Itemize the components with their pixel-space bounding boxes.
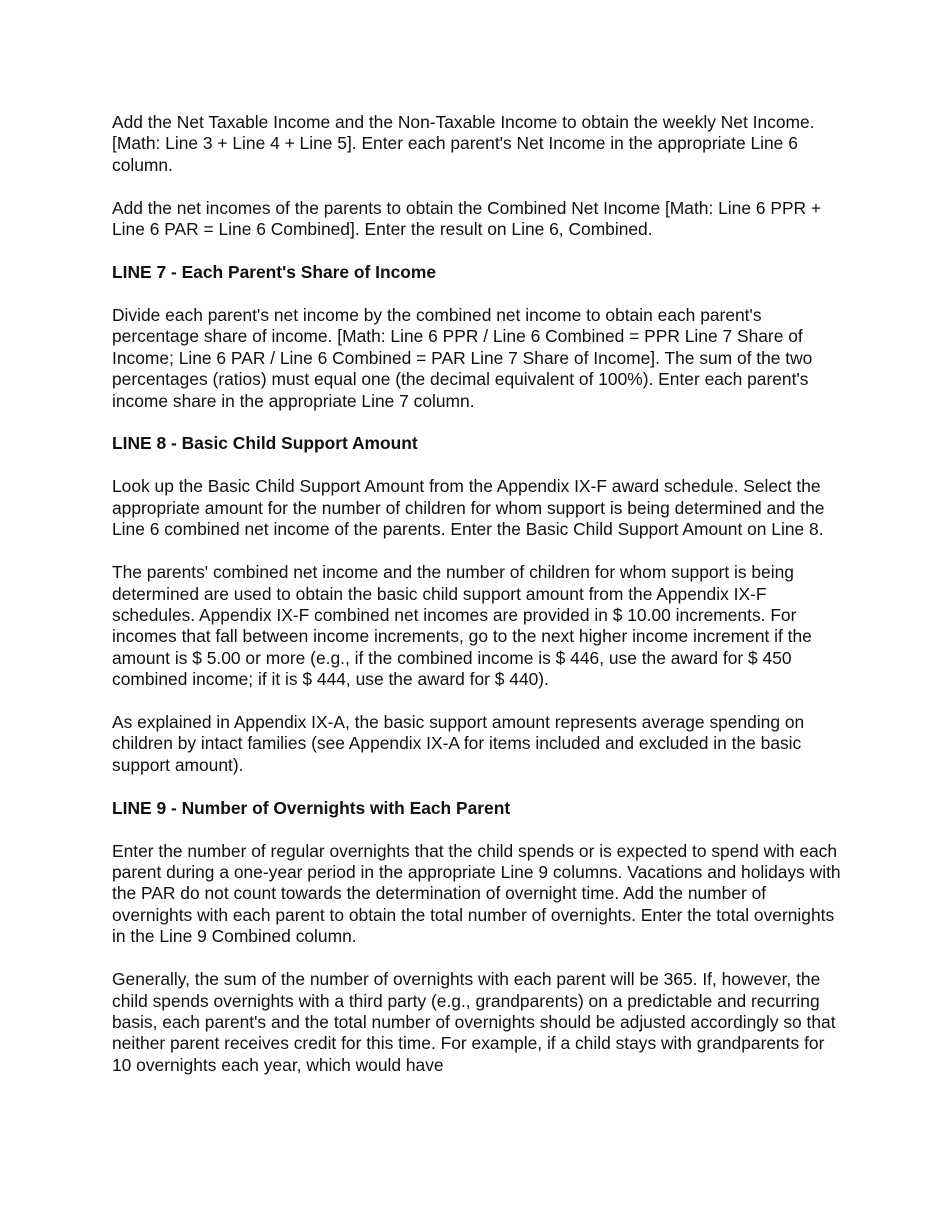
heading-line-7: LINE 7 - Each Parent's Share of Income	[112, 262, 437, 283]
heading-line-9: LINE 9 - Number of Overnights with Each Parent	[112, 797, 511, 818]
paragraph-income-increments: The parents' combined net income and the number of children for whom support is being determined are used to obtain the basic child support amount from the Appendix IX-F schedules. Appendix IX-F combined net incomes are provided in $ 10.00 increments. For incomes that fall between income increments, go to the next higher income increment if the amount is $ 5.00 or more (e.g., if the combined income is $ 446, use the award for $ 450 combined income; if it is $ 444, use the award for $ 440).	[112, 562, 812, 690]
paragraph-share-of-income: Divide each parent's net income by the combined net income to obtain each parent's percentage share of income. [Math: Line 6 PPR / Line 6 Combined = PPR Line 7 Share of Income; Line 6 PAR / Line 6 Combined = PAR Line 7 Share of Income]. The sum of the two percentages (ratios) must equal one (the decimal equivalent of 100%). Enter each parent's income share in the appropriate Line 7 column.	[112, 304, 813, 411]
paragraph-basic-support-lookup: Look up the Basic Child Support Amount from the Appendix IX-F award schedule. Select the appropriate amount for the number of children for whom support is being determined and the Line 6 combined net income of the parents. Enter the Basic Child Support Amount on Line 8.	[112, 476, 825, 540]
paragraph-net-income: Add the Net Taxable Income and the Non-Taxable Income to obtain the weekly Net Income. [Math: Line 3 + Line 4 + Line 5]. Enter each parent's Net Income in the appropriate Line 6 column.	[112, 112, 815, 175]
paragraph-overnights-adjustment: Generally, the sum of the number of overnights with each parent will be 365. If, however, the child spends overnights with a third party (e.g., grandparents) on a predictable and recurring basis, each parent's and the total number of overnights should be adjusted accordingly so that neither parent receives credit for this time. For example, if a child stays with grandparents for 10 overnights each year, which would have	[112, 969, 836, 1075]
paragraph-overnights-entry: Enter the number of regular overnights that the child spends or is expected to spend with each parent during a one-year period in the appropriate Line 9 columns. Vacations and holidays with the PAR do not count towards the determination of overnight time. Add the number of overnights with each parent to obtain the total number of overnights. Enter the total overnights in the Line 9 Combined column.	[112, 840, 841, 947]
heading-line-8: LINE 8 - Basic Child Support Amount	[112, 433, 418, 454]
paragraph-appendix-explanation: As explained in Appendix IX-A, the basic support amount represents average spending on children by intact families (see Appendix IX-A for items included and excluded in the basic support amount).	[112, 712, 805, 775]
document-page	[112, 112, 847, 1098]
paragraph-combined-net-income: Add the net incomes of the parents to obtain the Combined Net Income [Math: Line 6 PPR + Line 6 PAR = Line 6 Combined]. Enter the result on Line 6, Combined.	[112, 197, 822, 240]
